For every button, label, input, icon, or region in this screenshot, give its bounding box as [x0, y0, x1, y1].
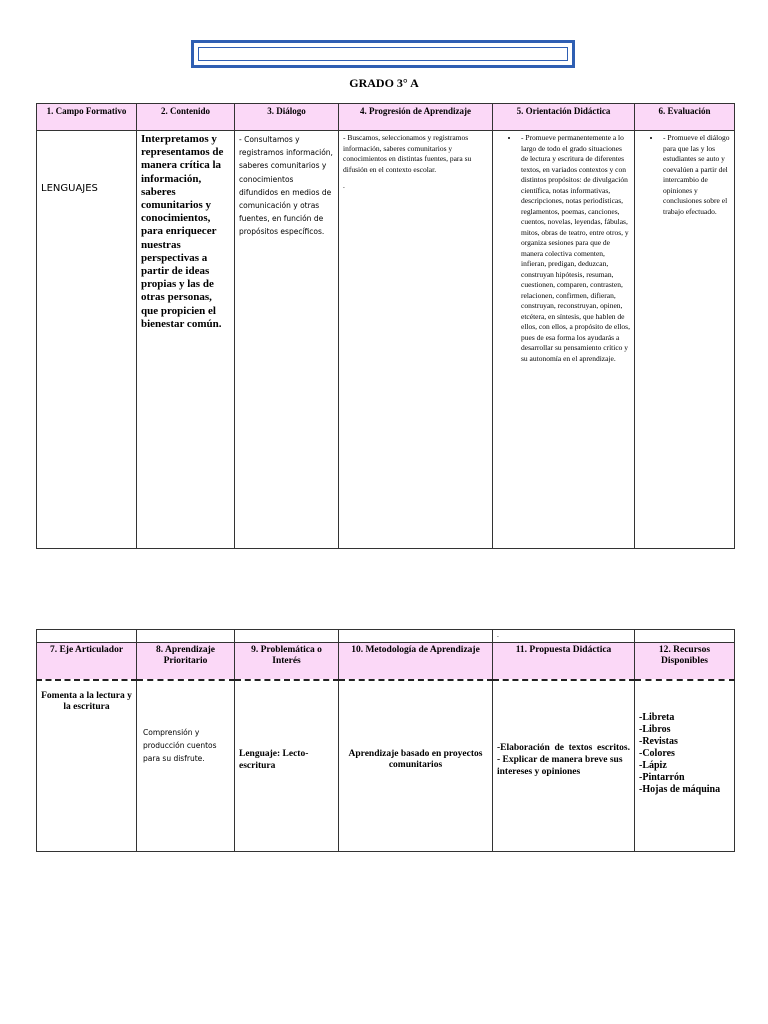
contenido-text: Interpretamos y representamos de manera crítica la información, saberes comunitarios y conocimientos, para enriquecer nuestras perspectivas a partir de ideas propias y las de otras personas, que propicien el bienestar común.	[137, 131, 235, 549]
blank-cell	[235, 630, 339, 643]
header-eje-articulador: 7. Eje Articulador	[37, 643, 137, 680]
header-orientacion: 5. Orientación Didáctica	[493, 104, 635, 131]
progresion-text: - Buscamos, seleccionamos y registramos información, saberes comunitarios y conocimientos en distintas fuentes, para su difusión en el contexto escolar.	[343, 133, 472, 174]
header-aprendizaje-prioritario: 8. Aprendizaje Prioritario	[137, 643, 235, 680]
header-dialogo: 3. Diálogo	[235, 104, 339, 131]
header-metodologia: 10. Metodología de Aprendizaje	[339, 643, 493, 680]
header-propuesta: 11. Propuesta Didáctica	[493, 643, 635, 680]
evaluacion-cell	[635, 131, 735, 549]
recurso-item: -Revistas	[639, 735, 678, 747]
blank-cell	[635, 630, 735, 643]
problematica-value: Lenguaje: Lecto-escritura	[235, 680, 339, 852]
propuesta-item: - Explicar de manera breve sus intereses y opiniones	[497, 754, 623, 777]
aprendizaje-value: Comprensión y producción cuentos para su disfrute.	[137, 680, 235, 852]
orientacion-text: • - Promueve permanentemente a lo largo de todo el grado situaciones de lectura y escritura de diferentes textos, en variados contextos y con distintos propósitos: de divulgación científica, notas informativas, descripciones, notas periodísticas, reglamentos, poemas, canciones, cuentos, novelas, leyendas, fábulas, mitos, obras de teatro, entre otros, y organiza sesiones para que de manera colectiva comenten, infieran, predigan, deduzcan, construyan hipótesis, resuman, cuestionen, comparen, contrasten, relacionen, confirmen, difieran, construyan, reconstruyan, opinen, etcétera, en síntesis, que hablen de ellos, con ellos, a propósito de ellos, pues de esa forma los ayudarás a desarrollar su pensamiento crítico y su autonomía en el aprendizaje.	[519, 133, 630, 364]
recursos-cell	[635, 680, 735, 852]
header-campo-formativo: 1. Campo Formativo	[37, 104, 137, 131]
recurso-item: -Hojas de máquina	[639, 783, 721, 795]
header-evaluacion: 6. Evaluación	[635, 104, 735, 131]
orientacion-cell	[493, 131, 635, 549]
propuesta-item: -Elaboración de textos escritos.	[497, 742, 630, 753]
planning-table-1	[36, 103, 735, 549]
dot-cell: .	[493, 630, 635, 643]
metodologia-value: Aprendizaje basado en proyectos comunitarios	[339, 680, 493, 852]
header-progresion: 4. Progresión de Aprendizaje	[339, 104, 493, 131]
recurso-item: -Libreta	[639, 711, 675, 723]
blank-cell	[339, 630, 493, 643]
progresion-cell	[339, 131, 493, 549]
campo-formativo-value: LENGUAJES	[37, 131, 137, 549]
recurso-item: -Colores	[639, 747, 675, 759]
blank-cell	[37, 630, 137, 643]
grade-heading: GRADO 3° A	[349, 76, 419, 90]
header-recursos: 12. Recursos Disponibles	[635, 643, 735, 680]
progresion-dot: .	[343, 181, 345, 190]
evaluacion-text: • - Promueve el diálogo para que las y los estudiantes se auto y coevalúen a partir del intercambio de opiniones y conclusiones sobre el trabajo efectuado.	[661, 133, 730, 217]
blank-cell	[137, 630, 235, 643]
recurso-item: -Lápiz	[639, 759, 667, 771]
eje-articulador-value: Fomenta a la lectura y la escritura	[37, 680, 137, 852]
dialogo-text: - Consultamos y registramos información, saberes comunitarios y conocimientos difundidos en medios de comunicación y otras fuentes, en función de propósitos específicos.	[235, 131, 339, 549]
planning-table-2	[36, 629, 735, 852]
header-contenido: 2. Contenido	[137, 104, 235, 131]
recurso-item: -Libros	[639, 723, 671, 735]
title-box	[191, 40, 575, 68]
recurso-item: -Pintarrón	[639, 771, 685, 783]
propuesta-cell	[493, 680, 635, 852]
header-problematica: 9. Problemática o Interés	[235, 643, 339, 680]
